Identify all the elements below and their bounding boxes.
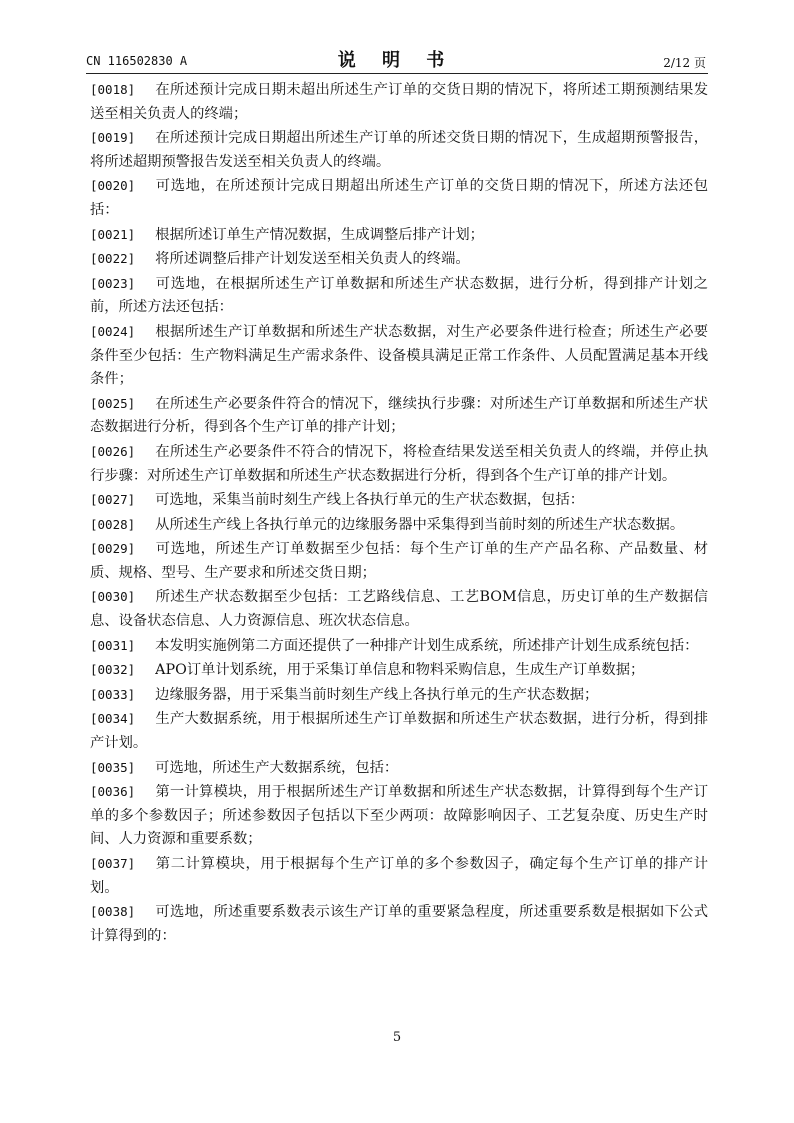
- paragraph-id: [0022]: [90, 251, 136, 267]
- paragraph-text: 可选地，所述生产订单数据至少包括：每个生产订单的生产产品名称、产品数量、材质、规格、型号、生产要求和所述交货日期；: [90, 541, 708, 581]
- paragraph: [90, 223, 708, 248]
- paragraph-text: 根据所述订单生产情况数据，生成调整后排产计划；: [155, 226, 484, 243]
- paragraph-id: [0019]: [90, 130, 136, 146]
- paragraph: [90, 683, 708, 708]
- paragraph-id: [0025]: [90, 395, 136, 411]
- paragraph-id: [0036]: [90, 784, 136, 800]
- paragraph: [90, 513, 708, 538]
- paragraph: [90, 320, 708, 392]
- paragraph-id: [0037]: [90, 856, 136, 871]
- paragraph: [90, 392, 708, 440]
- header-divider: [86, 73, 708, 74]
- paragraph: [90, 272, 708, 320]
- paragraph-id: [0020]: [90, 178, 136, 194]
- paragraph: [90, 900, 708, 948]
- paragraph: [90, 707, 708, 755]
- paragraph-text: 可选地，所述生产大数据系统，包括：: [155, 759, 399, 776]
- page-title: 说 明 书: [337, 50, 455, 71]
- paragraph-id: [0034]: [90, 711, 136, 727]
- paragraph: [90, 174, 708, 222]
- paragraph: [90, 780, 708, 852]
- paragraph-text: 将所述调整后排产计划发送至相关负责人的终端。: [155, 251, 470, 268]
- paragraph-text: 第二计算模块，用于根据每个生产订单的多个参数因子，确定每个生产订单的排产计划。: [90, 856, 708, 896]
- paragraph-text: 可选地，在所述预计完成日期超出所述生产订单的交货日期的情况下，所述方法还包括：: [90, 178, 708, 218]
- doc-number: CN 116502830 A: [86, 54, 188, 68]
- paragraph-id: [0021]: [90, 226, 136, 242]
- paragraph-text: 所述生产状态数据至少包括：工艺路线信息、工艺BOM信息，历史订单的生产数据信息、设备状态信息、人力资源信息、班次状态信息。: [90, 589, 708, 630]
- paragraph-text: 在所述预计完成日期超出所述生产订单的所述交货日期的情况下，生成超期预警报告，将所述超期预警报告发送至相关负责人的终端。: [90, 130, 708, 170]
- paragraph: [90, 126, 708, 174]
- paragraph-text: 本发明实施例第二方面还提供了一种排产计划生成系统，所述排产计划生成系统包括：: [155, 637, 699, 654]
- page-header: [86, 46, 706, 74]
- paragraph-text: 可选地，所述重要系数表示该生产订单的重要紧急程度，所述重要系数是根据如下公式计算得到的：: [90, 904, 708, 944]
- paragraph-id: [0035]: [90, 759, 136, 775]
- page-number: 5: [392, 1030, 402, 1045]
- paragraph-id: [0024]: [90, 323, 136, 339]
- paragraph-text: 在所述预计完成日期未超出所述生产订单的交货日期的情况下，将所述工期预测结果发送至相关负责人的终端；: [90, 82, 708, 122]
- paragraph-id: [0028]: [90, 516, 136, 532]
- document-body: [90, 78, 708, 948]
- paragraph-text: 边缘服务器，用于采集当前时刻生产线上各执行单元的生产状态数据；: [155, 686, 599, 703]
- paragraph-id: [0038]: [90, 904, 136, 920]
- paragraph-text: 第一计算模块，用于根据所述生产订单数据和所述生产状态数据，计算得到每个生产订单的多个参数因子；所述参数因子包括以下至少两项：故障影响因子、工艺复杂度、历史生产时间、人力资源和重要系数；: [90, 784, 708, 848]
- paragraph-id: [0031]: [90, 637, 136, 653]
- paragraph-id: [0023]: [90, 275, 136, 291]
- paragraph-id: [0026]: [90, 443, 136, 459]
- paragraph: [90, 756, 708, 781]
- paragraph-id: [0032]: [90, 662, 136, 678]
- paragraph-id: [0030]: [90, 589, 136, 605]
- paragraph-id: [0029]: [90, 541, 136, 557]
- paragraph-id: [0018]: [90, 82, 136, 97]
- paragraph: [90, 852, 708, 900]
- paragraph-text: 根据所述生产订单数据和所述生产状态数据，对生产必要条件进行检查；所述生产必要条件至少包括：生产物料满足生产需求条件、设备模具满足正常工作条件、人员配置满足基本开线条件；: [90, 323, 708, 388]
- paragraph: [90, 658, 708, 683]
- paragraph: [90, 585, 708, 633]
- paragraph: [90, 488, 708, 513]
- paragraph: [90, 440, 708, 488]
- paragraph-text: 从所述生产线上各执行单元的边缘服务器中采集得到当前时刻的所述生产状态数据。: [155, 516, 685, 533]
- paragraph-text: 可选地，采集当前时刻生产线上各执行单元的生产状态数据，包括：: [155, 492, 585, 509]
- page-info: 2/12 页: [663, 56, 706, 70]
- paragraph: [90, 247, 708, 272]
- paragraph-text: 生产大数据系统，用于根据所述生产订单数据和所述生产状态数据，进行分析，得到排产计划。: [90, 711, 708, 752]
- paragraph: [90, 537, 708, 585]
- paragraph: [90, 634, 708, 659]
- paragraph-text: 在所述生产必要条件不符合的情况下，将检查结果发送至相关负责人的终端，并停止执行步骤：对所述生产订单数据和所述生产状态数据进行分析，得到各个生产订单的排产计划。: [90, 443, 708, 484]
- paragraph: [90, 78, 708, 126]
- paragraph-text: APO订单计划系统，用于采集订单信息和物料采购信息，生成生产订单数据；: [155, 662, 645, 679]
- paragraph-text: 在所述生产必要条件符合的情况下，继续执行步骤：对所述生产订单数据和所述生产状态数据进行分析，得到各个生产订单的排产计划；: [90, 395, 708, 436]
- paragraph-text: 可选地，在根据所述生产订单数据和所述生产状态数据，进行分析，得到排产计划之前，所述方法还包括：: [90, 275, 708, 316]
- paragraph-id: [0027]: [90, 492, 136, 508]
- paragraph-id: [0033]: [90, 686, 136, 702]
